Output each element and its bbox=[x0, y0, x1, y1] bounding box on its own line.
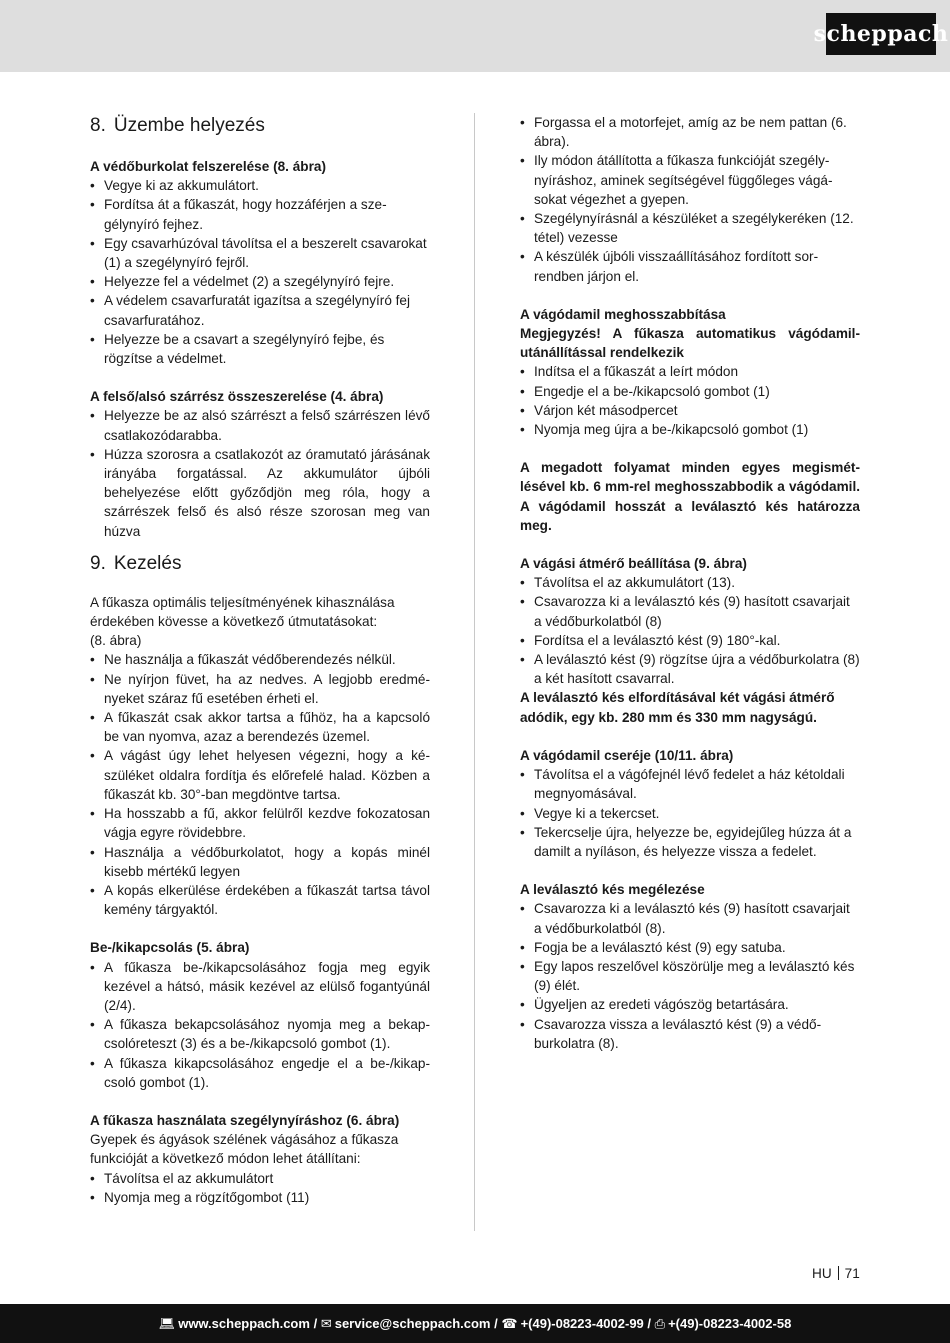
bold-paragraph: A megadott folyamat minden egyes megismétlésével kb. 6 mm-rel meghosszabbodik a vágódamil. A vágódamil hosszát a leválasztó kés határozza meg. bbox=[520, 460, 860, 533]
subheading: A fűkasza használata szegélynyíráshoz (6. ábra) bbox=[90, 1112, 400, 1128]
fax-icon: ⎙ bbox=[654, 1315, 666, 1331]
header-bar bbox=[0, 0, 950, 72]
bullet-list bbox=[90, 406, 430, 540]
list-item: • Ne használja a fűkaszát védőberendezés nélkül. bbox=[90, 650, 430, 669]
email-link[interactable]: service@scheppach.com bbox=[334, 1316, 491, 1331]
footer-separator: / bbox=[313, 1316, 318, 1331]
footer-separator: / bbox=[494, 1316, 498, 1331]
bold-paragraph: A leválasztó kés elfordításával két vágási átmérő adódik, egy kb. 280 mm és 330 mm nagyságú. bbox=[520, 690, 835, 725]
list-item: • Szegélynyírásnál a készüléket a szegélykeréken (12. tétel) vezesse bbox=[520, 209, 860, 247]
computer-icon: 💻︎ bbox=[158, 1315, 176, 1331]
list-item: • Nyomja meg újra a be-/kikapcsoló gombot (1) bbox=[520, 420, 860, 439]
bullet-list bbox=[520, 899, 860, 1053]
bullet-list bbox=[520, 113, 860, 286]
paragraph: A fűkasza optimális teljesítményének kihasználása érdekében kövesse a következő útmutatásokat: bbox=[90, 594, 395, 630]
mail-icon: ✉︎ bbox=[320, 1315, 332, 1331]
list-item: • Ne nyírjon füvet, ha az nedves. A legjobb eredményeket száraz fű esetében érheti el. bbox=[90, 670, 430, 708]
bullet-list bbox=[520, 573, 860, 688]
list-item: • Vegye ki az akkumulátort. bbox=[90, 176, 430, 195]
footer-bar bbox=[0, 1304, 950, 1343]
right-column bbox=[520, 113, 860, 1053]
list-item: • A leválasztó kést (9) rögzítse újra a védőburkolatra (8) a két hasított csavarral. bbox=[520, 650, 860, 688]
list-item: • Ha hosszabb a fű, akkor felülről kezdve fokozatosan vágja egyre rövidebbre. bbox=[90, 804, 430, 842]
list-item: • A fűkasza be-/kikapcsolásához fogja meg egyik kezével a hátsó, másik kezével az elülső fogantyúnál (2/4). bbox=[90, 958, 430, 1016]
list-item: • Távolítsa el a vágófejnél lévő fedelet a ház kétoldali megnyomásával. bbox=[520, 765, 860, 803]
list-item: • Forgassa el a motorfejet, amíg az be nem pattan (6. ábra). bbox=[520, 113, 860, 151]
list-item: • A védelem csavarfuratát igazítsa a szegélynyíró fej csavarfuratához. bbox=[90, 291, 430, 329]
list-item: • Egy lapos reszelővel köszörülje meg a leválasztó kés (9) élét. bbox=[520, 957, 860, 995]
list-item: • Helyezze be a csavart a szegélynyíró fejbe, és rögzítse a védelmet. bbox=[90, 330, 430, 368]
list-item: • Tekercselje újra, helyezze be, egyidejűleg húzza át a damilt a nyíláson, és helyezze vissza a fedelet. bbox=[520, 823, 860, 861]
page-language: HU bbox=[812, 1266, 832, 1281]
note-paragraph: Megjegyzés! A fűkasza automatikus vágódamil-utánállítással rendelkezik bbox=[520, 326, 860, 361]
website-link[interactable]: www.scheppach.com bbox=[178, 1316, 310, 1331]
list-item: • Távolítsa el az akkumulátort (13). bbox=[520, 573, 860, 592]
subheading: A vágási átmérő beállítása (9. ábra) bbox=[520, 556, 747, 572]
list-item: • Húzza szorosra a csatlakozót az óramutató járásának irányába forgatással. Az akkumulátor újbóli behelyezése előtt győződjön meg róla, hogy a szárrészek felső és alsó része szorosan meg van húzva bbox=[90, 445, 430, 541]
page-number-value: 71 bbox=[844, 1266, 860, 1281]
list-item: • Nyomja meg a rögzítőgombot (11) bbox=[90, 1188, 430, 1207]
phone-icon: ☎ bbox=[501, 1315, 518, 1331]
list-item: • A vágást úgy lehet helyesen végezni, hogy a készüléket oldalra fordítja és előrefelé halad. Közben a fűkaszát kb. 30°-ban megdöntve tartsa. bbox=[90, 746, 430, 804]
fax-number: +(49)-08223-4002-58 bbox=[668, 1316, 792, 1331]
figure-reference: (8. ábra) bbox=[90, 633, 142, 649]
list-item: • Csavarozza ki a leválasztó kés (9) hasított csavarjait a védőburkolatból (8). bbox=[520, 899, 860, 937]
subheading: Be-/kikapcsolás (5. ábra) bbox=[90, 940, 250, 956]
list-item: • Fordítsa el a leválasztó kést (9) 180°-kal. bbox=[520, 631, 860, 650]
list-item: • A készülék újbóli visszaállításához fordított sorrendben járjon el. bbox=[520, 247, 860, 285]
list-item: • Helyezze be az alsó szárrészt a felső szárrészen lévő csatlakozódarabba. bbox=[90, 406, 430, 444]
bullet-list bbox=[90, 1169, 430, 1207]
footer-separator: / bbox=[647, 1316, 652, 1331]
page-number bbox=[812, 1266, 860, 1281]
subheading: A felső/alsó szárrész összeszerelése (4. ábra) bbox=[90, 389, 384, 405]
list-item: • Csavarozza ki a leválasztó kés (9) hasított csavarjait a védőburkolatból (8) bbox=[520, 592, 860, 630]
list-item: • A kopás elkerülése érdekében a fűkaszát tartsa távol kemény tárgyaktól. bbox=[90, 881, 430, 919]
brand-logo: scheppach bbox=[826, 13, 936, 55]
subheading: A vágódamil meghosszabbítása bbox=[520, 306, 726, 322]
list-item: • Indítsa el a fűkaszát a leírt módon bbox=[520, 362, 860, 381]
list-item: • A fűkasza kikapcsolásához engedje el a be-/kikapcsoló gombot (1). bbox=[90, 1054, 430, 1092]
section-heading-9: 9. Kezelés bbox=[90, 552, 182, 574]
list-item: • Fordítsa át a fűkaszát, hogy hozzáférjen a szegélynyíró fejhez. bbox=[90, 195, 430, 233]
list-item: • Ügyeljen az eredeti vágószög betartására. bbox=[520, 995, 860, 1014]
list-item: • Egy csavarhúzóval távolítsa el a beszerelt csavarokat (1) a szegélynyíró fejről. bbox=[90, 234, 430, 272]
paragraph: Gyepek és ágyások szélének vágásához a fűkasza funkcióját a következő módon lehet átállítani: bbox=[90, 1132, 399, 1167]
bullet-list bbox=[520, 765, 860, 861]
list-item: • Csavarozza vissza a leválasztó kést (9) a védőburkolatra (8). bbox=[520, 1015, 860, 1053]
list-item: • Fogja be a leválasztó kést (9) egy satuba. bbox=[520, 938, 860, 957]
subheading: A leválasztó kés megélezése bbox=[520, 882, 705, 898]
bullet-list bbox=[520, 362, 860, 439]
list-item: • Ily módon átállította a fűkasza funkcióját szegélynyíráshoz, aminek segítségével függőleges vágásokat végezhet a gyepen. bbox=[520, 151, 860, 209]
section-heading-8: 8. Üzembe helyezés bbox=[90, 115, 265, 136]
left-column bbox=[90, 113, 430, 1207]
bullet-list bbox=[90, 176, 430, 368]
list-item: • A fűkasza bekapcsolásához nyomja meg a bekapcsolóreteszt (3) és a be-/kikapcsoló gombot (1). bbox=[90, 1015, 430, 1053]
bullet-list bbox=[90, 958, 430, 1092]
phone-number: +(49)-08223-4002-99 bbox=[520, 1316, 644, 1331]
page-number-separator bbox=[838, 1266, 839, 1280]
bullet-list bbox=[90, 650, 430, 919]
list-item: • A fűkaszát csak akkor tartsa a fűhöz, ha a kapcsoló be van nyomva, azaz a berendezés üzemel. bbox=[90, 708, 430, 746]
column-divider bbox=[474, 113, 475, 1231]
subheading: A vágódamil cseréje (10/11. ábra) bbox=[520, 747, 734, 763]
list-item: • Helyezze fel a védelmet (2) a szegélynyíró fejre. bbox=[90, 272, 430, 291]
list-item: • Vegye ki a tekercset. bbox=[520, 804, 860, 823]
list-item: • Várjon két másodpercet bbox=[520, 401, 860, 420]
list-item: • Távolítsa el az akkumulátort bbox=[90, 1169, 430, 1188]
list-item: • Használja a védőburkolatot, hogy a kopás minél kisebb mértékű legyen bbox=[90, 843, 430, 881]
list-item: • Engedje el a be-/kikapcsoló gombot (1) bbox=[520, 382, 860, 401]
subheading: A védőburkolat felszerelése (8. ábra) bbox=[90, 159, 326, 174]
